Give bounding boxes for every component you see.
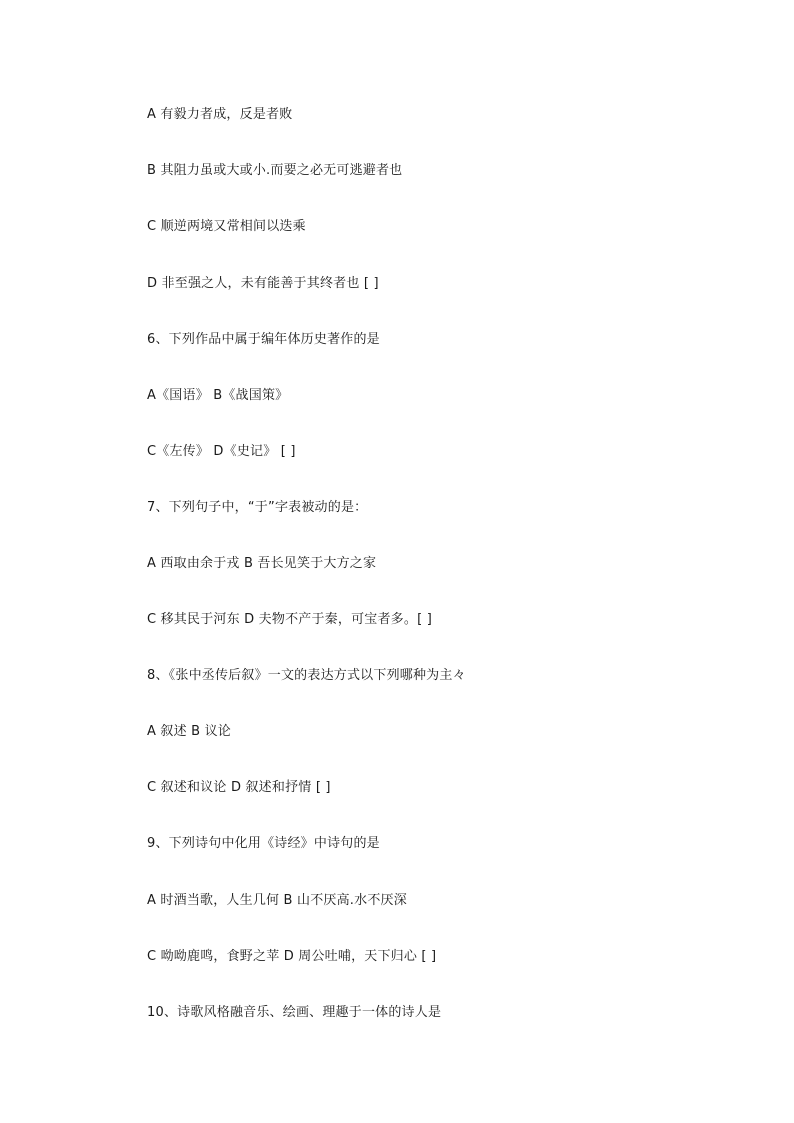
question-7-options-cd: C 移其民于河东 D 夫物不产于秦，可宝者多。[ ]	[147, 612, 432, 627]
question-7-options-ab: A 西取由余于戎 B 吾长见笑于大方之家	[147, 556, 377, 571]
question-6-options-cd: C《左传》 D《史记》 [ ]	[147, 444, 296, 459]
question-9-options-cd: C 呦呦鹿鸣，食野之苹 D 周公吐哺，天下归心 [ ]	[147, 949, 437, 964]
question-9: 9、下列诗句中化用《诗经》中诗句的是	[147, 836, 380, 851]
question-6: 6、下列作品中属于编年体历史著作的是	[147, 332, 380, 347]
question-7: 7、下列句子中，“于”字表被动的是：	[147, 500, 368, 515]
option-b-line: B 其阻力虽或大或小.而要之必无可逃避者也	[147, 163, 403, 178]
question-8: 8、《张中丞传后叙》一文的表达方式以下列哪种为主々	[147, 668, 466, 683]
option-a-line: A 有毅力者成，反是者败	[147, 107, 293, 122]
option-d-line: D 非至强之人，未有能善于其终者也 [ ]	[147, 276, 379, 291]
question-10: 10、诗歌风格融音乐、绘画、理趣于一体的诗人是	[147, 1005, 442, 1020]
question-8-options-ab: A 叙述 B 议论	[147, 724, 232, 739]
option-c-line: C 顺逆两境又常相间以迭乘	[147, 219, 306, 234]
question-6-options-ab: A《国语》 B《战国策》	[147, 388, 289, 403]
question-9-options-ab: A 时酒当歌，人生几何 B 山不厌高.水不厌深	[147, 893, 407, 908]
question-8-options-cd: C 叙述和议论 D 叙述和抒情 [ ]	[147, 780, 331, 795]
